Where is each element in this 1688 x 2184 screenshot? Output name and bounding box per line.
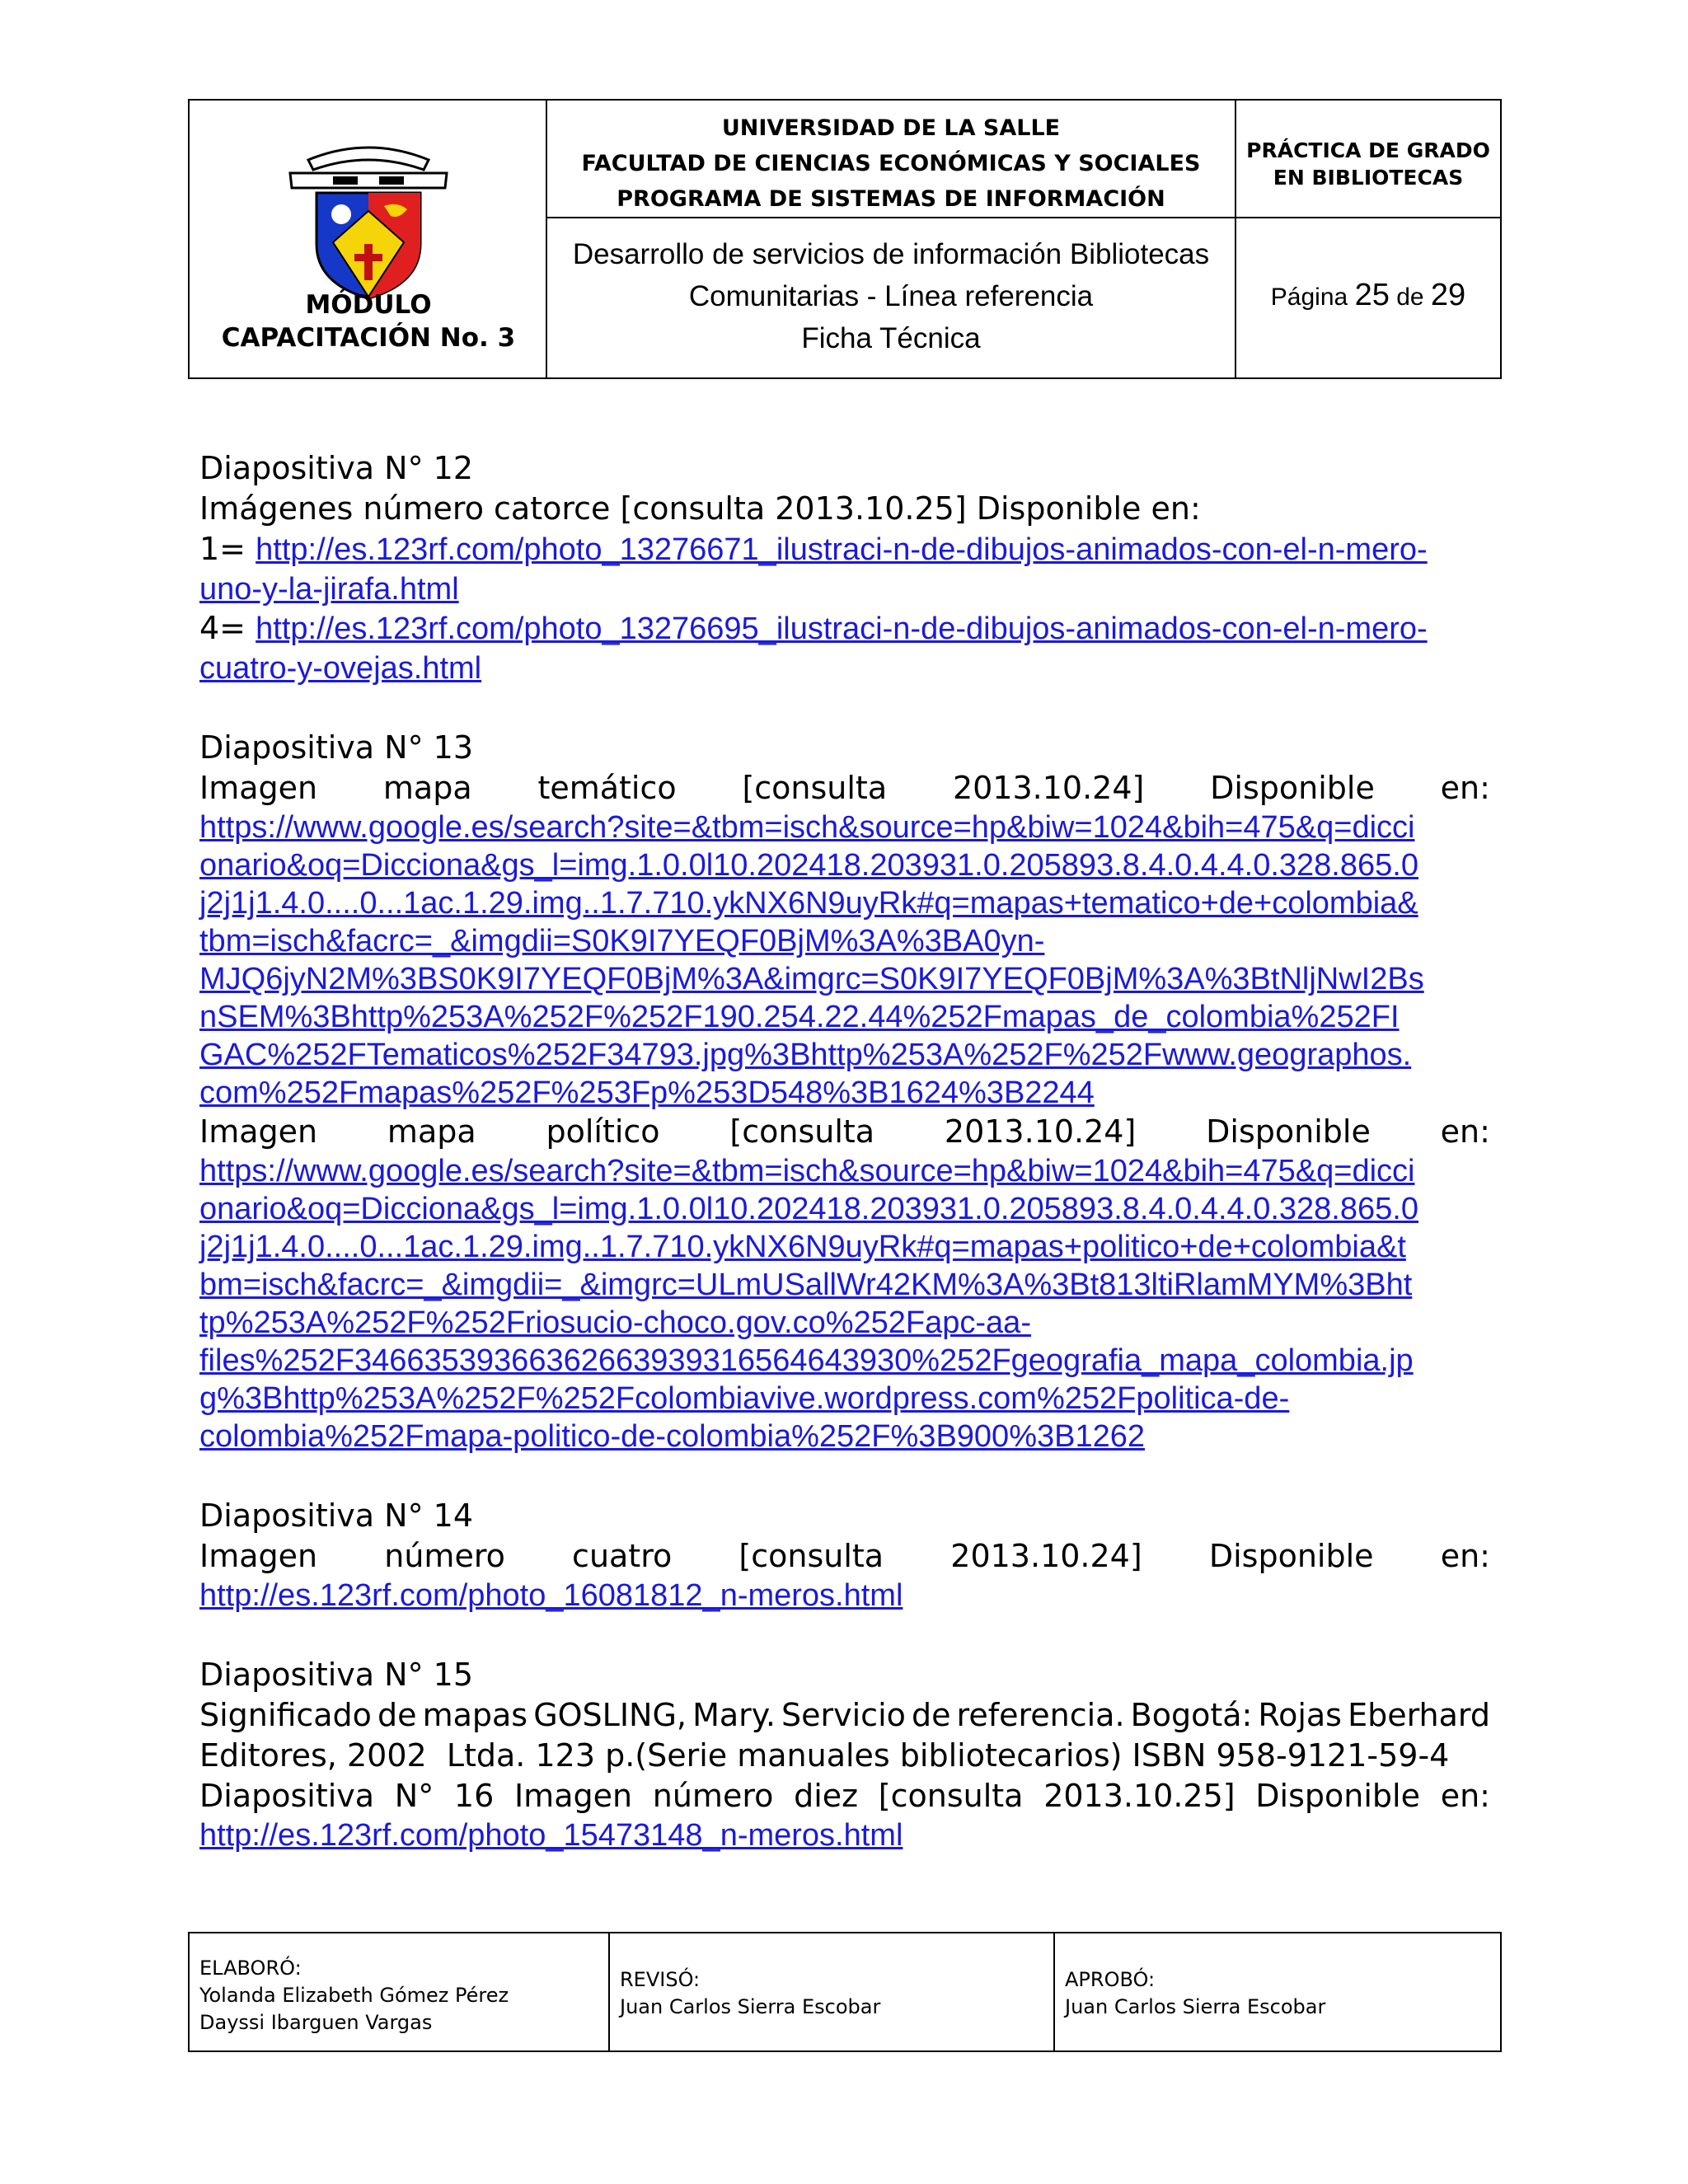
slide-14-word: Disponible	[1208, 1538, 1374, 1574]
page-number-cell	[1236, 218, 1500, 377]
slide-16-word: en:	[1440, 1778, 1490, 1814]
slide-14-reference-line	[199, 1536, 1490, 1577]
tematico-word: en:	[1440, 770, 1490, 806]
slide-16-link[interactable]: http://es.123rf.com/photo_15473148_n-meros.html	[199, 1818, 903, 1853]
reviewed-by-cell	[610, 1933, 1055, 2050]
politico-link-line[interactable]: colombia%252Fmapa-politico-de-colombia%252F%3B900%3B1262	[199, 1419, 1145, 1454]
module-line-1: MÓDULO	[305, 290, 432, 320]
page-number	[1236, 218, 1500, 313]
politico-link[interactable]	[199, 1152, 1490, 1455]
reviewed-label: REVISÓ:	[620, 1968, 701, 1991]
politico-link-line[interactable]: onario&oq=Dicciona&gs_l=img.1.0.0l10.202418.203931.0.205893.8.4.0.4.4.0.328.865.0	[199, 1192, 1418, 1226]
tematico-link-line[interactable]: tbm=isch&facrc=_&imgdii=S0K9I7YEQF0BjM%3A%3BA0yn-	[199, 924, 1045, 958]
slide-15-word: de	[377, 1697, 417, 1733]
politico-reference-line	[199, 1112, 1490, 1152]
politico-link-line[interactable]: files%252F34663539366362663939316564643930%252Fgeografia_mapa_colombia.jp	[199, 1343, 1414, 1378]
slide-16-word: Disponible	[1255, 1778, 1420, 1814]
slide-16-word: [consulta	[878, 1778, 1024, 1814]
politico-word: en:	[1440, 1113, 1490, 1150]
tematico-link-line[interactable]: j2j1j1.4.0....0...1ac.1.29.img..1.7.710.ykNX6N9uyRk#q=mapas+tematico+de+colombia&	[199, 886, 1418, 921]
description-line-1: Desarrollo de servicios de información Bibliotecas	[572, 238, 1210, 270]
practice-cell	[1236, 101, 1500, 218]
slide-14-word: 2013.10.24]	[950, 1538, 1142, 1574]
tematico-link-line[interactable]: https://www.google.es/search?site=&tbm=isch&source=hp&biw=1024&bih=475&q=dicci	[199, 810, 1415, 845]
politico-word: mapa	[387, 1113, 476, 1150]
slide-15-word: referencia.	[956, 1697, 1125, 1733]
politico-word: 2013.10.24]	[944, 1113, 1137, 1150]
slide-15-reference-line-2: Editores, 2002 Ltda. 123 p.(Serie manuales bibliotecarios) ISBN 958-9121-59-4	[199, 1737, 1450, 1774]
page-current: 25	[1354, 278, 1390, 312]
politico-link-line[interactable]: g%3Bhttp%253A%252F%252Fcolombiavive.wordpress.com%252Fpolitica-de-	[199, 1381, 1290, 1416]
slide-15-word: GOSLING,	[533, 1697, 687, 1733]
slide-15-word: Servicio	[781, 1697, 906, 1733]
slide-16-reference-line	[199, 1776, 1490, 1816]
approved-by-cell	[1055, 1933, 1500, 2050]
slide-15-word: Rojas	[1258, 1697, 1342, 1733]
elaborated-name-1: Yolanda Elizabeth Gómez Pérez	[199, 1984, 509, 2007]
tematico-link-line[interactable]: onario&oq=Dicciona&gs_l=img.1.0.0l10.202418.203931.0.205893.8.4.0.4.4.0.328.865.0	[199, 848, 1418, 883]
elaborated-by-cell	[190, 1933, 610, 2050]
slide-14-link[interactable]: http://es.123rf.com/photo_16081812_n-meros.html	[199, 1578, 903, 1613]
program-name: PROGRAMA DE SISTEMAS DE INFORMACIÓN	[617, 186, 1165, 212]
slide-16-word: número	[652, 1778, 774, 1814]
slide-14-word: Imagen	[199, 1538, 318, 1574]
politico-link-line[interactable]: j2j1j1.4.0....0...1ac.1.29.img..1.7.710.ykNX6N9uyRk#q=mapas+politico+de+colombia&t	[199, 1230, 1406, 1264]
slide-12-item-1	[199, 529, 1490, 570]
tematico-link-line[interactable]: MJQ6jyN2M%3BS0K9I7YEQF0BjM%3A&imgrc=S0K9I7YEQF0BjM%3A%3BtNljNwI2Bs	[199, 962, 1424, 996]
page-total: 29	[1430, 278, 1466, 312]
slide-14-word: [consulta	[738, 1538, 884, 1574]
politico-link-line[interactable]: https://www.google.es/search?site=&tbm=isch&source=hp&biw=1024&bih=475&q=dicci	[199, 1154, 1415, 1188]
slide-14-heading: Diapositiva N° 14	[199, 1497, 473, 1534]
document-description-cell	[547, 218, 1236, 377]
elaborated-label: ELABORÓ:	[199, 1957, 302, 1980]
tematico-link-line[interactable]: nSEM%3Bhttp%253A%252F%252F190.254.22.44%252Fmapas_de_colombia%252FI	[199, 1000, 1400, 1034]
slide-14-word: número	[384, 1538, 505, 1574]
item-1-link-continuation[interactable]: uno-y-la-jirafa.html	[199, 572, 459, 607]
slide-12-intro: Imágenes número catorce [consulta 2013.10.25] Disponible en:	[199, 490, 1201, 527]
slide-15-word: de	[911, 1697, 951, 1733]
page-label: Página	[1270, 284, 1348, 311]
slide-12-heading: Diapositiva N° 12	[199, 450, 473, 486]
politico-word: Imagen	[199, 1113, 318, 1150]
politico-word: [consulta	[729, 1113, 875, 1150]
university-name: UNIVERSIDAD DE LA SALLE	[721, 115, 1061, 141]
politico-link-line[interactable]: bm=isch&facrc=_&imgdii=_&imgrc=ULmUSallWr42KM%3A%3Bt813ltiRlamMYM%3Bht	[199, 1268, 1413, 1302]
item-4-link[interactable]: http://es.123rf.com/photo_13276695_ilustraci-n-de-dibujos-animados-con-el-n-mero-	[256, 612, 1428, 646]
item-1-link[interactable]: http://es.123rf.com/photo_13276671_ilustraci-n-de-dibujos-animados-con-el-n-mero-	[256, 532, 1428, 567]
slide-16-word: Diapositiva	[199, 1778, 375, 1814]
description-line-3: Ficha Técnica	[801, 322, 981, 354]
tematico-reference-line	[199, 768, 1490, 808]
module-cell	[190, 101, 547, 377]
practice-line-2: EN BIBLIOTECAS	[1273, 166, 1464, 190]
approved-label: APROBÓ:	[1065, 1968, 1156, 1991]
approval-footer-table	[188, 1932, 1502, 2052]
tematico-link[interactable]	[199, 808, 1490, 1112]
tematico-link-line[interactable]: GAC%252FTematicos%252F34793.jpg%3Bhttp%253A%252F%252Fwww.geographos.	[199, 1038, 1412, 1072]
item-1-prefix: 1=	[199, 531, 246, 567]
tematico-word: temático	[537, 770, 677, 806]
institution-cell	[547, 101, 1236, 218]
approved-name: Juan Carlos Sierra Escobar	[1065, 1995, 1326, 2018]
slide-15-word: mapas	[422, 1697, 528, 1733]
slide-16-word: Imagen	[513, 1778, 633, 1814]
slide-16-word: diez	[794, 1778, 859, 1814]
politico-link-line[interactable]: tp%253A%252F%252Friosucio-choco.gov.co%252Fapc-aa-	[199, 1305, 1031, 1340]
slide-14-word: en:	[1440, 1538, 1490, 1574]
tematico-word: 2013.10.24]	[952, 770, 1145, 806]
slide-15-word: Bogotá:	[1130, 1697, 1253, 1733]
faculty-name: FACULTAD DE CIENCIAS ECONÓMICAS Y SOCIALES	[581, 151, 1201, 176]
tematico-link-line[interactable]: com%252Fmapas%252F%253Fp%253D548%3B1624%3B2244	[199, 1076, 1095, 1110]
politico-word: político	[546, 1113, 660, 1150]
slide-14-word: cuatro	[572, 1538, 673, 1574]
slide-15-heading: Diapositiva N° 15	[199, 1657, 473, 1693]
slide-16-word: N°	[394, 1778, 434, 1814]
references-body	[199, 448, 1490, 1854]
slide-12-item-4	[199, 608, 1490, 649]
tematico-word: [consulta	[742, 770, 888, 806]
reviewed-name: Juan Carlos Sierra Escobar	[620, 1995, 881, 2018]
header-table	[188, 99, 1502, 379]
tematico-word: mapa	[382, 770, 472, 806]
elaborated-name-2: Dayssi Ibarguen Vargas	[199, 2011, 433, 2034]
module-title	[190, 288, 547, 354]
university-shield-logo	[284, 135, 453, 300]
tematico-word: Disponible	[1210, 770, 1375, 806]
slide-15-word: Mary.	[692, 1697, 776, 1733]
slide-13-heading: Diapositiva N° 13	[199, 729, 473, 766]
slide-15-word: Significado	[199, 1697, 372, 1733]
tematico-word: Imagen	[199, 770, 318, 806]
slide-15-reference-line-1	[199, 1695, 1490, 1736]
page-of: de	[1396, 284, 1424, 311]
slide-15-word: Eberhard	[1348, 1697, 1490, 1733]
item-4-prefix: 4=	[199, 610, 246, 646]
politico-word: Disponible	[1206, 1113, 1371, 1150]
slide-16-word: 2013.10.25]	[1043, 1778, 1236, 1814]
description-line-2: Comunitarias - Línea referencia	[688, 280, 1094, 312]
slide-16-word: 16	[453, 1778, 495, 1814]
module-line-2: CAPACITACIÓN No. 3	[221, 323, 516, 353]
practice-line-1: PRÁCTICA DE GRADO	[1246, 138, 1490, 162]
item-4-link-continuation[interactable]: cuatro-y-ovejas.html	[199, 651, 482, 686]
